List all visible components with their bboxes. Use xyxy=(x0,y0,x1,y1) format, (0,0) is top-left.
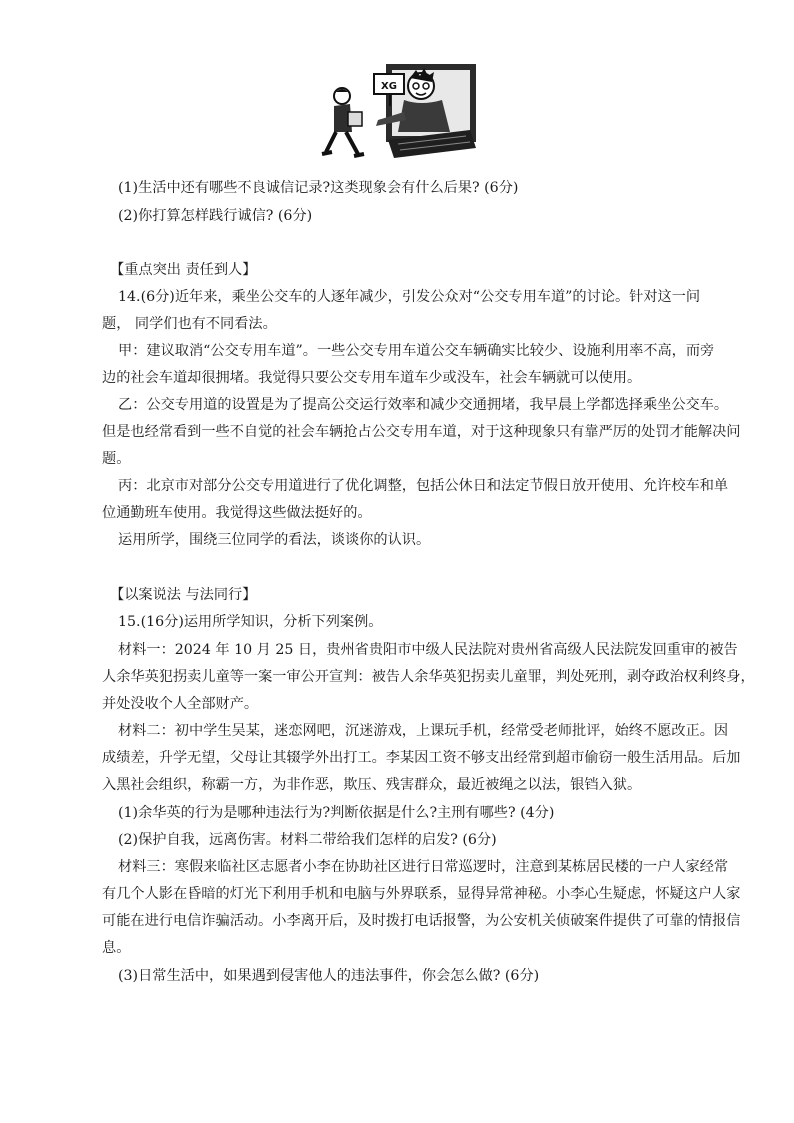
paragraph-line: 可能在进行电信诈骗活动。小李离开后，及时拨打电话报警，为公安机关侦破案件提供了可靠的情报信 xyxy=(102,913,741,929)
section-15-heading: 【以案说法 与法同行】 xyxy=(110,587,257,603)
section-14-heading: 【重点突出 责任到人】 xyxy=(110,262,257,278)
question-15-3: (3)日常生活中，如果遇到侵害他人的违法事件，你会怎么做? (6分) xyxy=(118,968,540,984)
paragraph-line: 材料二：初中学生吴某，迷恋网吧，沉迷游戏，上课玩手机，经常受老师批评，始终不愿改正。因 xyxy=(118,723,729,739)
paragraph-line: 材料一：2024 年 10 月 25 日，贵州省贵阳市中级人民法院对贵州省高级人民法院发回重审的被告 xyxy=(118,642,738,658)
cartoon-image xyxy=(318,62,478,162)
paragraph-line: 题， 同学们也有不同看法。 xyxy=(102,316,277,332)
paragraph-line: 15.(16分)运用所学知识，分析下列案例。 xyxy=(118,614,383,630)
paragraph-line: 有几个人影在昏暗的灯光下利用手机和电脑与外界联系，显得异常神秘。小李心生疑虑，怀疑这户人家 xyxy=(102,886,741,902)
cartoon-illustration xyxy=(318,62,478,162)
paragraph-line: 题。 xyxy=(102,451,131,467)
paragraph-line: 位通勤班车使用。我觉得这些做法挺好的。 xyxy=(102,505,372,521)
question-13-1: (1)生活中还有哪些不良诚信记录?这类现象会有什么后果? (6分) xyxy=(118,180,519,196)
paragraph-line: 材料三：寒假来临社区志愿者小李在协助社区进行日常巡逻时，注意到某栋居民楼的一户人家经常 xyxy=(118,859,729,875)
paragraph-line: 成绩差，升学无望，父母让其辍学外出打工。李某因工资不够支出经常到超市偷窃一般生活用品。后加 xyxy=(102,750,741,766)
paragraph-line: 运用所学，围绕三位同学的看法，谈谈你的认识。 xyxy=(118,532,431,548)
paragraph-line: 但是也经常看到一些不自觉的社会车辆抢占公交专用车道，对于这种现象只有靠严厉的处罚才能解决问 xyxy=(102,424,741,440)
paragraph-line: 人余华英犯拐卖儿童等一案一审公开宣判：被告人余华英犯拐卖儿童罪，判处死刑，剥夺政治权利终身， xyxy=(102,669,755,685)
question-13-2: (2)你打算怎样践行诚信? (6分) xyxy=(118,208,313,224)
sign-text: XG xyxy=(381,81,397,92)
paragraph-line: 14.(6分)近年来，乘坐公交车的人逐年减少，引发公众对“公交专用车道”的讨论。针对这一问 xyxy=(118,289,701,305)
paragraph-line: 丙：北京市对部分公交专用道进行了优化调整，包括公休日和法定节假日放开使用、允许校车和单 xyxy=(118,478,729,494)
paragraph-line: 入黑社会组织，称霸一方，为非作恶，欺压、残害群众，最近被绳之以法，银铛入狱。 xyxy=(102,777,642,793)
paragraph-line: 息。 xyxy=(102,940,131,956)
question-15-2: (2)保护自我，远离伤害。材料二带给我们怎样的启发? (6分) xyxy=(118,832,497,848)
paragraph-line: 甲：建议取消“公交专用车道”。一些公交专用车道公交车辆确实比较少、设施利用率不高，而旁 xyxy=(118,343,715,359)
question-15-1: (1)余华英的行为是哪种违法行为?判断依据是什么?主刑有哪些? (4分) xyxy=(118,805,555,821)
paragraph-line: 乙：公交专用道的设置是为了提高公交运行效率和减少交通拥堵，我早晨上学都选择乘坐公交车。 xyxy=(118,397,729,413)
paragraph-line: 并处没收个人全部财产。 xyxy=(102,696,259,712)
paragraph-line: 边的社会车道却很拥堵。我觉得只要公交专用车道车少或没车，社会车辆就可以使用。 xyxy=(102,370,642,386)
